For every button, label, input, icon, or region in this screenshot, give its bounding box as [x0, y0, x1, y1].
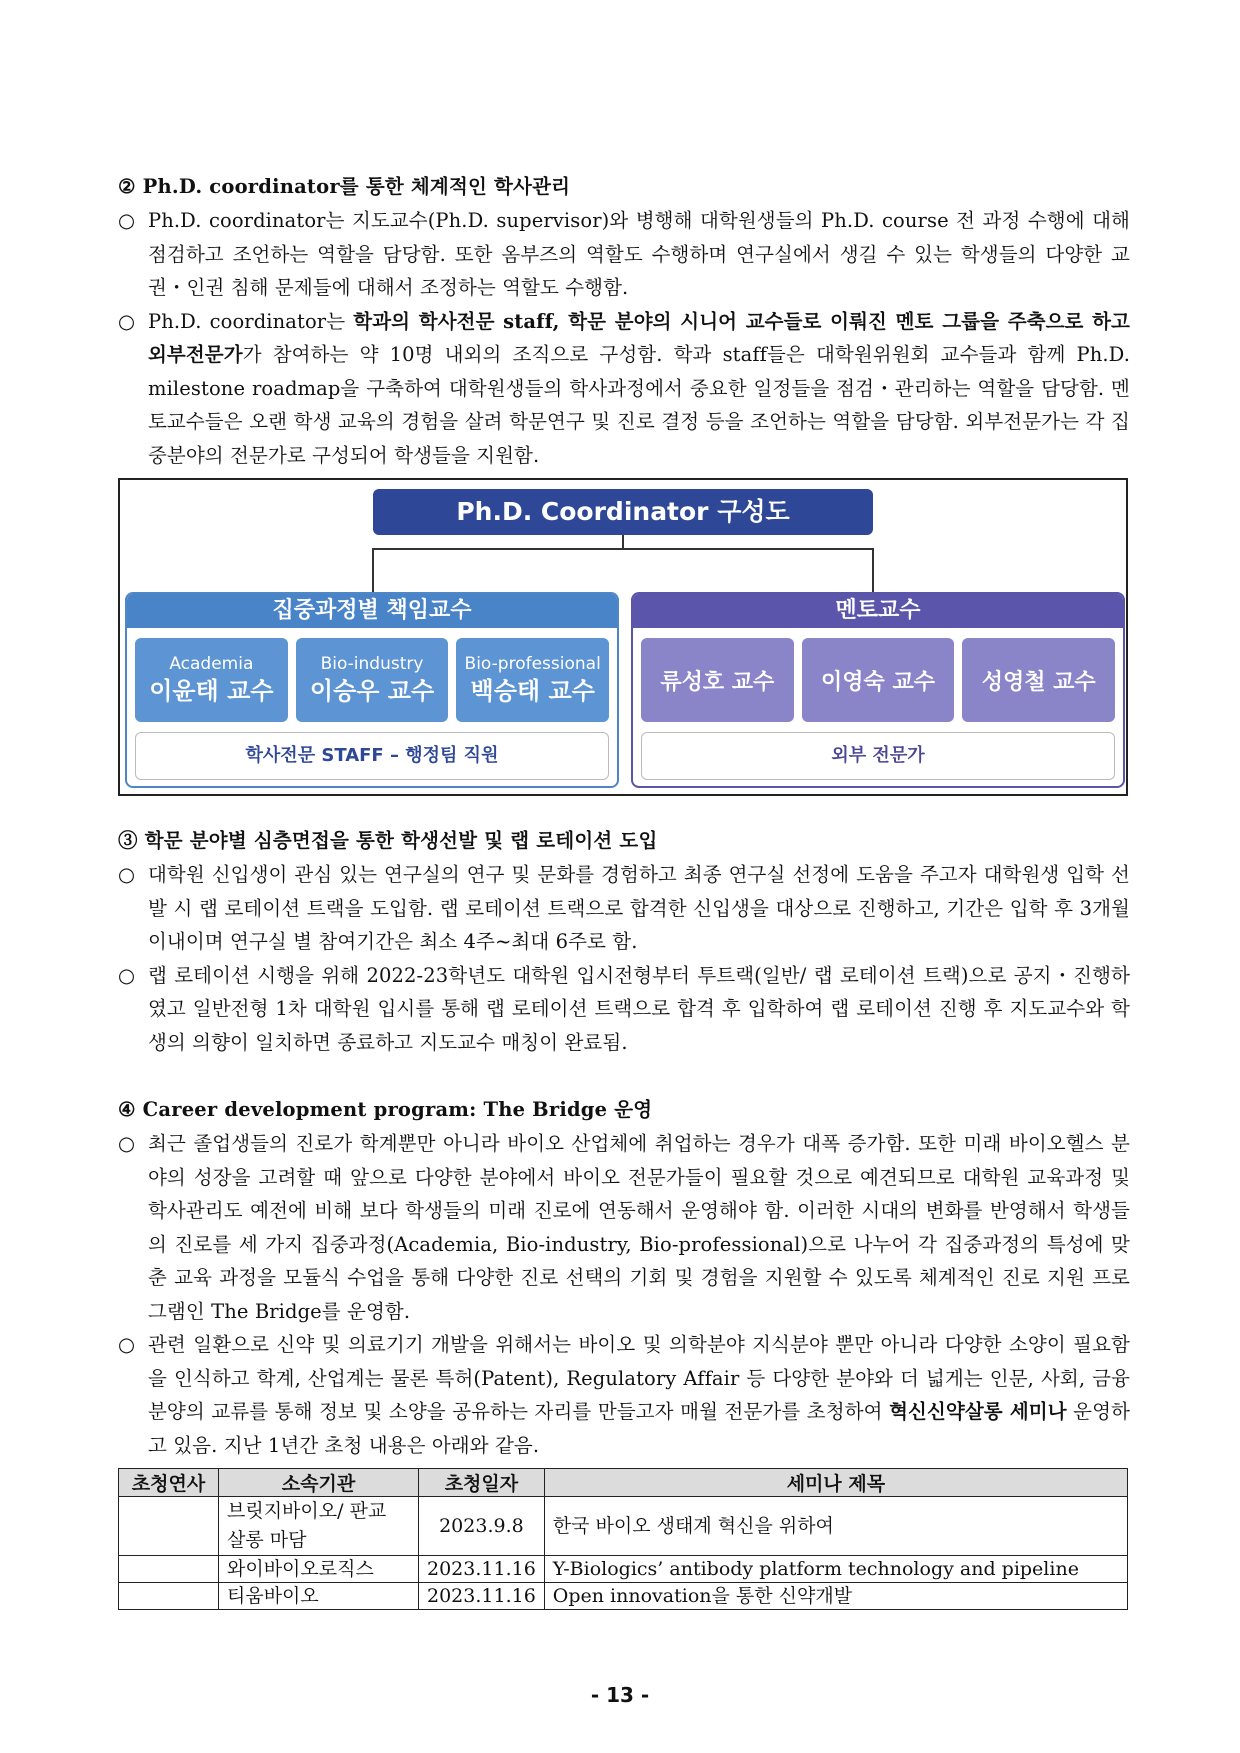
external-expert-box: 외부 전문가 [641, 732, 1115, 780]
paragraph [118, 1328, 1130, 1462]
track-label: Bio-industry [320, 654, 424, 674]
section-4-paragraph-1: 최근 졸업생들의 진로가 학계뿐만 아니라 바이오 산업체에 취업하는 경우가 대폭 증가함. 또한 미래 바이오헬스 분야의 성장을 고려할 때 앞으로 다양한 분야에서 바이오 전문가들이 필요할 것으로 예견되므로 대학원 교육과정 및 학사관리도 예전에 비해 보다 학생들의 미래 진로에 연동해서 운영해야 함. 이러한 시대의 변화를 반영해서 학생들의 진로를 세 가지 집중과정(Academia, Bio-industry, Bio-professional)으로 나누어 각 집중과정의 특성에 맞춘 교육 과정을 모듈식 수업을 통해 다양한 진로 선택의 기회 및 경험을 지원할 수 있도록 체계적인 진로 지원 프로그램인 The Bridge를 운영함. [148, 1132, 1131, 1323]
card-row [641, 638, 1115, 722]
staff-box: 학사전문 STAFF – 행정팀 직원 [135, 732, 609, 780]
professor-name: 이영숙 교수 [821, 669, 935, 695]
text-run: 가 참여하는 약 10명 내외의 조직으로 구성함. 학과 staff들은 대학원위원회 교수들과 함께 Ph.D. milestone roadmap을 구축하여 대학원생들의 학사과정에서 중요한 일정들을 점검・관리하는 역할을 담당함. 멘토교수들은 오랜 학생 교육의 경험을 살려 학문연구 및 진로 결정 등을 조언하는 역할을 담당함. 외부전문가는 각 집중분야의 전문가로 구성되어 학생들을 지원함. [148, 343, 1130, 467]
document-page [118, 170, 1130, 1610]
text-run: 관련 일환으로 신약 및 의료기기 개발을 위해서는 바이오 및 의학분야 지식분야 뿐만 아니라 다양한 소양이 필요함을 인식하고 학계, 산업계는 물론 특허(Patent), Regulatory Affair 등 다양한 분야와 더 넓게는 인문, 사회, 금융 분양의 교류를 통해 정보 및 소양을 공유하는 자리를 만들고자 매월 전문가를 초청하여 [148, 1333, 1130, 1423]
section-2-heading: ② Ph.D. coordinator를 통한 체계적인 학사관리 [118, 175, 571, 198]
paragraph [118, 858, 1130, 959]
speaker-cell [119, 1556, 219, 1583]
coordinator-org-chart [118, 478, 1128, 796]
org-cell: 티움바이오 [219, 1583, 419, 1610]
text-run: Ph.D. coordinator는 [148, 309, 354, 333]
mentor-card [641, 638, 794, 722]
mentor-card [802, 638, 955, 722]
bullet-circle: ○ [118, 1132, 136, 1155]
bullet-circle: ○ [118, 1333, 136, 1356]
section-2-paragraph-2 [148, 305, 1130, 473]
table-header-row [119, 1469, 1128, 1497]
spacer [118, 1059, 1130, 1093]
table-row [119, 1583, 1128, 1610]
section-4-paragraph-2 [148, 1328, 1130, 1462]
section-3-paragraph-1: 대학원 신입생이 관심 있는 연구실의 연구 및 문화를 경험하고 최종 연구실 선정에 도움을 주고자 대학원생 입학 선발 시 랩 로테이션 트랙을 도입함. 랩 로테이션 트랙으로 합격한 신입생을 대상으로 진행하고, 기간은 입학 후 3개월 이내이며 연구실 별 참여기간은 최소 4주~최대 6주로 함. [148, 863, 1130, 953]
professor-name: 성영철 교수 [981, 669, 1096, 695]
card-row [135, 638, 609, 722]
paragraph [118, 959, 1130, 1060]
page-number: - 13 - [590, 1683, 650, 1707]
bullet-circle: ○ [118, 863, 136, 886]
professor-card [296, 638, 449, 722]
org-chart-title: Ph.D. Coordinator 구성도 [373, 489, 873, 535]
track-label: Bio-professional [464, 654, 601, 674]
connector-line [372, 548, 374, 592]
mentor-card [962, 638, 1115, 722]
date-cell: 2023.9.8 [419, 1497, 545, 1556]
paragraph [118, 204, 1130, 305]
column-header: 소속기관 [219, 1469, 419, 1497]
column-header: 세미나 제목 [544, 1469, 1127, 1497]
paragraph [118, 305, 1130, 473]
bullet-circle: ○ [118, 309, 136, 333]
section-4-heading: ④ Career development program: The Bridge 운영 [118, 1098, 653, 1121]
column-header: 초청연사 [119, 1469, 219, 1497]
professor-name: 이승우 교수 [309, 677, 435, 705]
text-run: 운영하고 있음. 지난 1년간 초청 내용은 아래와 같음. [148, 1400, 1130, 1457]
bullet-circle: ○ [118, 209, 136, 232]
title-cell: Y-Biologics’ antibody platform technology and pipeline [544, 1556, 1127, 1583]
table-row [119, 1556, 1128, 1583]
professor-card [135, 638, 288, 722]
speaker-cell [119, 1583, 219, 1610]
bold-text-run: 학과의 학사전문 staff, 학문 분야의 시니어 교수들로 이뤄진 멘토 그룹을 주축으로 하고 외부전문가 [148, 309, 1130, 366]
connector-line [622, 535, 624, 549]
seminar-table [118, 1468, 1128, 1610]
title-cell: 한국 바이오 생태계 혁신을 위하여 [544, 1497, 1127, 1556]
section-3-paragraph-2: 랩 로테이션 시행을 위해 2022-23학년도 대학원 입시전형부터 투트랙(일반/ 랩 로테이션 트랙)으로 공지・진행하였고 일반전형 1차 대학원 입시를 통해 랩 로테이션 트랙으로 합격 후 입학하여 랩 로테이션 진행 후 지도교수와 학생의 의향이 일치하면 종료하고 지도교수 매칭이 완료됨. [148, 963, 1130, 1054]
track-professors-group [125, 592, 619, 788]
org-cell: 와이바이오로직스 [219, 1556, 419, 1583]
connector-line [372, 548, 874, 550]
speaker-cell [119, 1497, 219, 1556]
section-2-paragraph-1: Ph.D. coordinator는 지도교수(Ph.D. supervisor)와 병행해 대학원생들의 Ph.D. course 전 과정 수행에 대해 점검하고 조언하는 역할을 담당함. 또한 옴부즈의 역할도 수행하며 연구실에서 생길 수 있는 학생들의 다양한 교권・인권 침해 문제들에 대해서 조정하는 역할도 수행함. [148, 209, 1130, 299]
track-label: Academia [169, 654, 254, 674]
group-title: 멘토교수 [633, 594, 1123, 628]
bullet-circle: ○ [118, 963, 136, 987]
column-header: 초청일자 [419, 1469, 545, 1497]
org-cell: 브릿지바이오/ 판교 살롱 마담 [219, 1497, 419, 1556]
professor-name: 백승태 교수 [470, 677, 595, 705]
professor-name: 이윤태 교수 [149, 677, 274, 705]
group-title: 집중과정별 책임교수 [127, 594, 617, 628]
connector-line [872, 548, 874, 592]
paragraph [118, 1127, 1130, 1328]
bold-text-run: 혁신신약살롱 세미나 [889, 1400, 1067, 1423]
date-cell: 2023.11.16 [419, 1556, 545, 1583]
professor-card [456, 638, 609, 722]
professor-name: 류성호 교수 [660, 669, 775, 695]
table-row [119, 1497, 1128, 1556]
section-3-heading: ③ 학문 분야별 심층면접을 통한 학생선발 및 랩 로테이션 도입 [118, 829, 658, 852]
mentor-professors-group [631, 592, 1125, 788]
date-cell: 2023.11.16 [419, 1583, 545, 1610]
title-cell: Open innovation을 통한 신약개발 [544, 1583, 1127, 1610]
